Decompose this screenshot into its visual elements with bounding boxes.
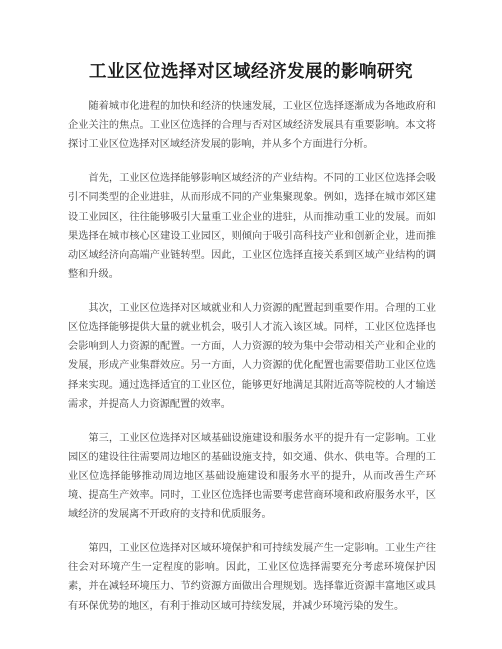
paragraph-environment: 第四，工业区位选择对区域环境保护和可持续发展产生一定影响。工业生产往往会对环境产生一定程度的影响。因此，工业区位选择需要充分考虑环境保护因素，并在减轻环境压力、节约资源方面做出合理规划。选择靠近资源丰富地区或具有环保优势的地区，有利于推动区域可持续发展，并减少环境污染的发生。 <box>68 543 436 612</box>
paragraph-infrastructure: 第三，工业区位选择对区域基础设施建设和服务水平的提升有一定影响。工业园区的建设往往需要周边地区的基础设施支持，如交通、供水、供电等。合理的工业区位选择能够推动周边地区基础设施建设和服务水平的提升，从而改善生产环境、提高生产效率。同时，工业区位选择也需要考虑营商环境和政府服务水平，区域经济的发展离不开政府的支持和优质服务。 <box>68 432 436 521</box>
paragraph-intro: 随着城市化进程的加快和经济的快速发展，工业区位选择逐渐成为各地政府和企业关注的焦点。工业区位选择的合理与否对区域经济发展具有重要影响。本文将探讨工业区位选择对区域经济发展的影响，并从多个方面进行分析。 <box>68 101 436 151</box>
paragraph-employment: 其次，工业区位选择对区域就业和人力资源的配置起到重要作用。合理的工业区位选择能够提供大量的就业机会，吸引人才流入该区域。同样，工业区位选择也会影响到人力资源的配置。一方面，人力资源的较为集中会带动相关产业和企业的发展，形成产业集群效应。另一方面，人力资源的优化配置也需要借助工业区位选择来实现。通过选择适宜的工业区位，能够更好地满足其附近高等院校的人才输送需求，并提高人力资源配置的效率。 <box>68 302 436 410</box>
document-title: 工业区位选择对区域经济发展的影响研究 <box>89 62 413 82</box>
paragraph-industrial-structure: 首先，工业区位选择能够影响区域经济的产业结构。不同的工业区位选择会吸引不同类型的企业进驻，从而形成不同的产业集聚现象。例如，选择在城市郊区建设工业园区，往往能够吸引大量重工业企业的进驻，从而推动重工业的发展。而如果选择在城市核心区建设工业园区，则倾向于吸引高科技产业和创新企业，进而推动区域经济向高端产业链转型。因此，工业区位选择直接关系到区域产业结构的调整和升级。 <box>68 173 436 281</box>
document-body <box>68 97 436 630</box>
